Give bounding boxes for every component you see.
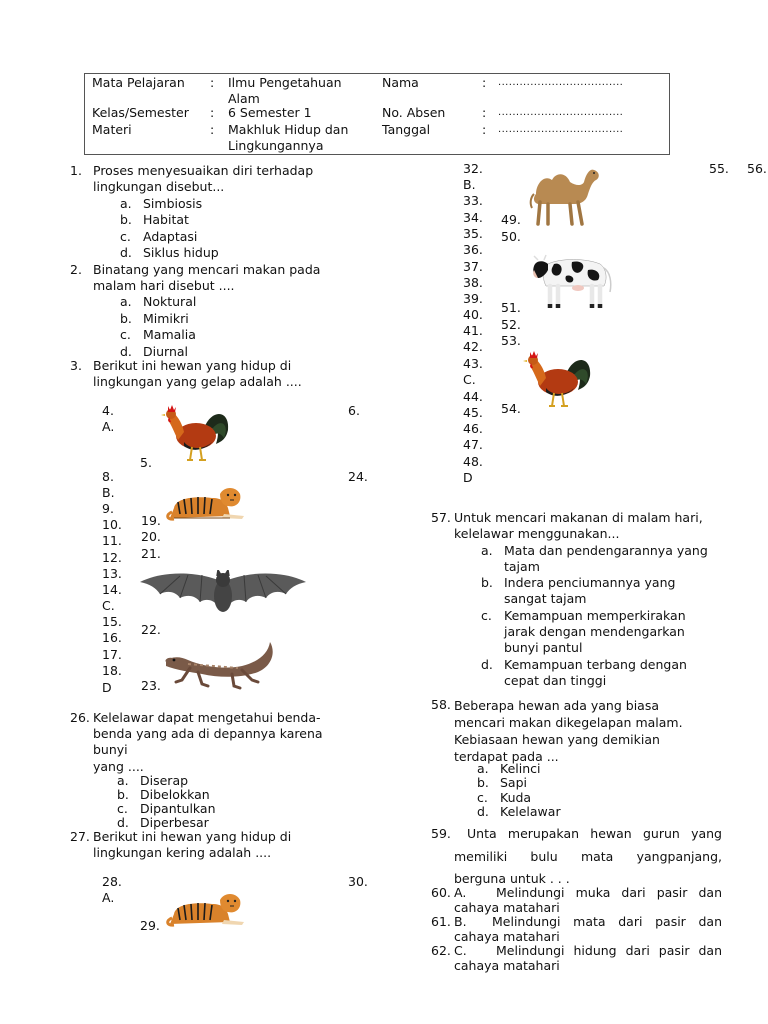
- q58-option-d[interactable]: Kelelawar: [500, 804, 561, 819]
- q1-option-b[interactable]: Habitat: [143, 212, 189, 227]
- q60-letter: A.: [454, 885, 467, 900]
- q58-option-c[interactable]: Kuda: [500, 790, 532, 805]
- q61-letter: B.: [454, 914, 467, 929]
- q1-option-b-letter: b.: [120, 212, 132, 227]
- q1-option-a[interactable]: Simbiosis: [143, 196, 203, 211]
- q1-option-d-letter: d.: [120, 245, 132, 260]
- q62-option-cont: cahaya matahari: [454, 958, 560, 973]
- q57-number: 57.: [431, 510, 451, 525]
- q27-number: 27.: [70, 829, 90, 844]
- list-number: 11.: [102, 533, 122, 548]
- q2-option-a-letter: a.: [120, 294, 132, 309]
- q26-option-c-letter: c.: [117, 801, 128, 816]
- q26-option-b-letter: b.: [117, 787, 129, 802]
- q26-option-c[interactable]: Dipantulkan: [140, 801, 216, 816]
- list-number: 8.: [102, 469, 114, 484]
- q26-option-d-letter: d.: [117, 815, 129, 830]
- class-value: 6 Semester 1: [228, 105, 312, 120]
- list-letter: C.: [102, 598, 115, 613]
- q58-option-b-letter: b.: [477, 775, 489, 790]
- list-number: 14.: [102, 582, 122, 597]
- q26-option-b[interactable]: Dibelokkan: [140, 787, 210, 802]
- tiger-icon: [164, 484, 246, 524]
- cow-icon: [530, 248, 616, 310]
- q59-number: 59.: [431, 826, 451, 841]
- q26-option-a[interactable]: Diserap: [140, 773, 189, 788]
- list-letter: D: [102, 680, 112, 695]
- list-number: 42.: [463, 339, 483, 354]
- list-number: 28.: [102, 874, 122, 889]
- list-letter: B.: [102, 485, 115, 500]
- q60-number: 60.: [431, 885, 451, 900]
- colon: :: [210, 75, 215, 90]
- q2-number: 2.: [70, 262, 82, 277]
- q62-option[interactable]: Melindungi hidung dari pasir dan: [496, 943, 722, 958]
- q2-option-c-letter: c.: [120, 327, 131, 342]
- q61-option[interactable]: Melindungi mata dari pasir dan: [492, 914, 722, 929]
- q59-text-line2: memiliki bulu mata yangpanjang,: [454, 849, 722, 864]
- list-number: 9.: [102, 501, 114, 516]
- q58-option-d-letter: d.: [477, 804, 489, 819]
- list-number: 39.: [463, 291, 483, 306]
- list-number: 38.: [463, 275, 483, 290]
- list-number: 55.: [709, 161, 729, 176]
- camel-icon: [524, 164, 602, 226]
- q57-option-b[interactable]: Indera penciumannya yang sangat tajam: [504, 575, 676, 606]
- q2-option-b[interactable]: Mimikri: [143, 311, 189, 326]
- rooster-icon: [160, 402, 232, 468]
- q1-option-d[interactable]: Siklus hidup: [143, 245, 219, 260]
- list-number: 10.: [102, 517, 122, 532]
- list-number: 51.: [501, 300, 521, 315]
- q62-number: 62.: [431, 943, 451, 958]
- list-number: 4.: [102, 403, 114, 418]
- q57-option-c[interactable]: Kemampuan memperkirakan jarak dengan mendengarkan bunyi pantul: [504, 608, 686, 655]
- subject-value: Ilmu Pengetahuan Alam: [228, 75, 342, 106]
- list-number: 30.: [348, 874, 368, 889]
- q58-option-a-letter: a.: [477, 761, 489, 776]
- q1-option-a-letter: a.: [120, 196, 132, 211]
- q2-option-b-letter: b.: [120, 311, 132, 326]
- list-number: 56.: [747, 161, 767, 176]
- q26-text-cont: yang ....: [93, 759, 144, 774]
- bat-icon: [140, 570, 306, 620]
- material-value: Makhluk Hidup dan Lingkungannya: [228, 122, 349, 153]
- list-number: 44.: [463, 389, 483, 404]
- list-number: 34.: [463, 210, 483, 225]
- list-letter: A.: [102, 419, 115, 434]
- list-letter: A.: [102, 890, 115, 905]
- list-number: 32.: [463, 161, 483, 176]
- q1-option-c[interactable]: Adaptasi: [143, 229, 198, 244]
- name-field[interactable]: ...................................: [498, 77, 624, 88]
- list-number: 18.: [102, 663, 122, 678]
- q62-letter: C.: [454, 943, 467, 958]
- q59-text-line1: Unta merupakan hewan gurun yang: [467, 826, 722, 841]
- list-number: 41.: [463, 323, 483, 338]
- q57-option-d[interactable]: Kemampuan terbang dengan cepat dan tinggi: [504, 657, 687, 688]
- q58-text: Beberapa hewan ada yang biasa mencari makan dikegelapan malam. Kebiasaan hewan yang demikian terdapat pada ...: [454, 698, 683, 764]
- q57-option-a-letter: a.: [481, 543, 493, 558]
- class-label: Kelas/Semester: [92, 105, 189, 120]
- list-number: 16.: [102, 630, 122, 645]
- q26-option-d[interactable]: Diperbesar: [140, 815, 209, 830]
- colon: :: [482, 122, 487, 137]
- colon: :: [210, 122, 215, 137]
- list-number: 24.: [348, 469, 368, 484]
- list-number: 46.: [463, 421, 483, 436]
- q58-option-a[interactable]: Kelinci: [500, 761, 541, 776]
- lizard-icon: [162, 636, 280, 690]
- q2-option-d[interactable]: Diurnal: [143, 344, 188, 359]
- list-number: 15.: [102, 614, 122, 629]
- q60-option-cont: cahaya matahari: [454, 900, 560, 915]
- q2-option-c[interactable]: Mamalia: [143, 327, 196, 342]
- q57-text: Untuk mencari makanan di malam hari, kelelawar menggunakan...: [454, 510, 703, 541]
- subject-label: Mata Pelajaran: [92, 75, 185, 90]
- list-number: 5.: [140, 455, 152, 470]
- list-number: 21.: [141, 546, 161, 561]
- list-letter: B.: [463, 177, 476, 192]
- rooster-icon: [522, 348, 594, 414]
- list-number: 23.: [141, 678, 161, 693]
- list-number: 33.: [463, 193, 483, 208]
- q61-option-cont: cahaya matahari: [454, 929, 560, 944]
- list-number: 29.: [140, 918, 160, 933]
- list-number: 47.: [463, 437, 483, 452]
- list-number: 50.: [501, 229, 521, 244]
- q2-text: Binatang yang mencari makan pada malam hari disebut ....: [93, 262, 321, 293]
- list-number: 19.: [141, 513, 161, 528]
- list-number: 6.: [348, 403, 360, 418]
- list-number: 52.: [501, 317, 521, 332]
- q27-text: Berikut ini hewan yang hidup di lingkungan kering adalah ....: [93, 829, 292, 860]
- colon: :: [482, 105, 487, 120]
- list-number: 17.: [102, 647, 122, 662]
- tiger-icon: [164, 890, 246, 930]
- q57-option-b-letter: b.: [481, 575, 493, 590]
- list-number: 45.: [463, 405, 483, 420]
- list-number: 54.: [501, 401, 521, 416]
- colon: :: [210, 105, 215, 120]
- q2-option-d-letter: d.: [120, 344, 132, 359]
- q1-option-c-letter: c.: [120, 229, 131, 244]
- list-letter: C.: [463, 372, 476, 387]
- material-label: Materi: [92, 122, 132, 137]
- q3-number: 3.: [70, 358, 82, 373]
- absen-label: No. Absen: [382, 105, 446, 120]
- q57-option-a[interactable]: Mata dan pendengarannya yang tajam: [504, 543, 708, 574]
- q2-option-a[interactable]: Noktural: [143, 294, 197, 309]
- q57-option-d-letter: d.: [481, 657, 493, 672]
- list-number: 20.: [141, 529, 161, 544]
- q1-text: Proses menyesuaikan diri terhadap lingkungan disebut...: [93, 163, 314, 194]
- list-letter: D: [463, 470, 473, 485]
- q26-text: Kelelawar dapat mengetahui benda-benda yang ada di depannya karena bunyi: [93, 710, 323, 757]
- list-number: 36.: [463, 242, 483, 257]
- list-number: 22.: [141, 622, 161, 637]
- q58-option-c-letter: c.: [477, 790, 488, 805]
- list-number: 48.: [463, 454, 483, 469]
- q58-option-b[interactable]: Sapi: [500, 775, 528, 790]
- list-number: 12.: [102, 550, 122, 565]
- colon: :: [482, 75, 487, 90]
- q26-number: 26.: [70, 710, 90, 725]
- q60-option[interactable]: Melindungi muka dari pasir dan: [496, 885, 722, 900]
- q1-number: 1.: [70, 163, 82, 178]
- list-number: 43.: [463, 356, 483, 371]
- list-number: 40.: [463, 307, 483, 322]
- list-number: 53.: [501, 333, 521, 348]
- list-number: 35.: [463, 226, 483, 241]
- date-label: Tanggal: [382, 122, 431, 137]
- q59-text-line3: berguna untuk . . .: [454, 871, 570, 886]
- list-number: 13.: [102, 566, 122, 581]
- q58-number: 58.: [431, 697, 451, 712]
- list-number: 37.: [463, 259, 483, 274]
- q3-text: Berikut ini hewan yang hidup di lingkungan yang gelap adalah ....: [93, 358, 302, 389]
- q26-option-a-letter: a.: [117, 773, 129, 788]
- date-field[interactable]: ...................................: [498, 124, 624, 135]
- q61-number: 61.: [431, 914, 451, 929]
- list-number: 49.: [501, 212, 521, 227]
- q57-option-c-letter: c.: [481, 608, 492, 623]
- name-label: Nama: [382, 75, 419, 90]
- absen-field[interactable]: ...................................: [498, 107, 624, 118]
